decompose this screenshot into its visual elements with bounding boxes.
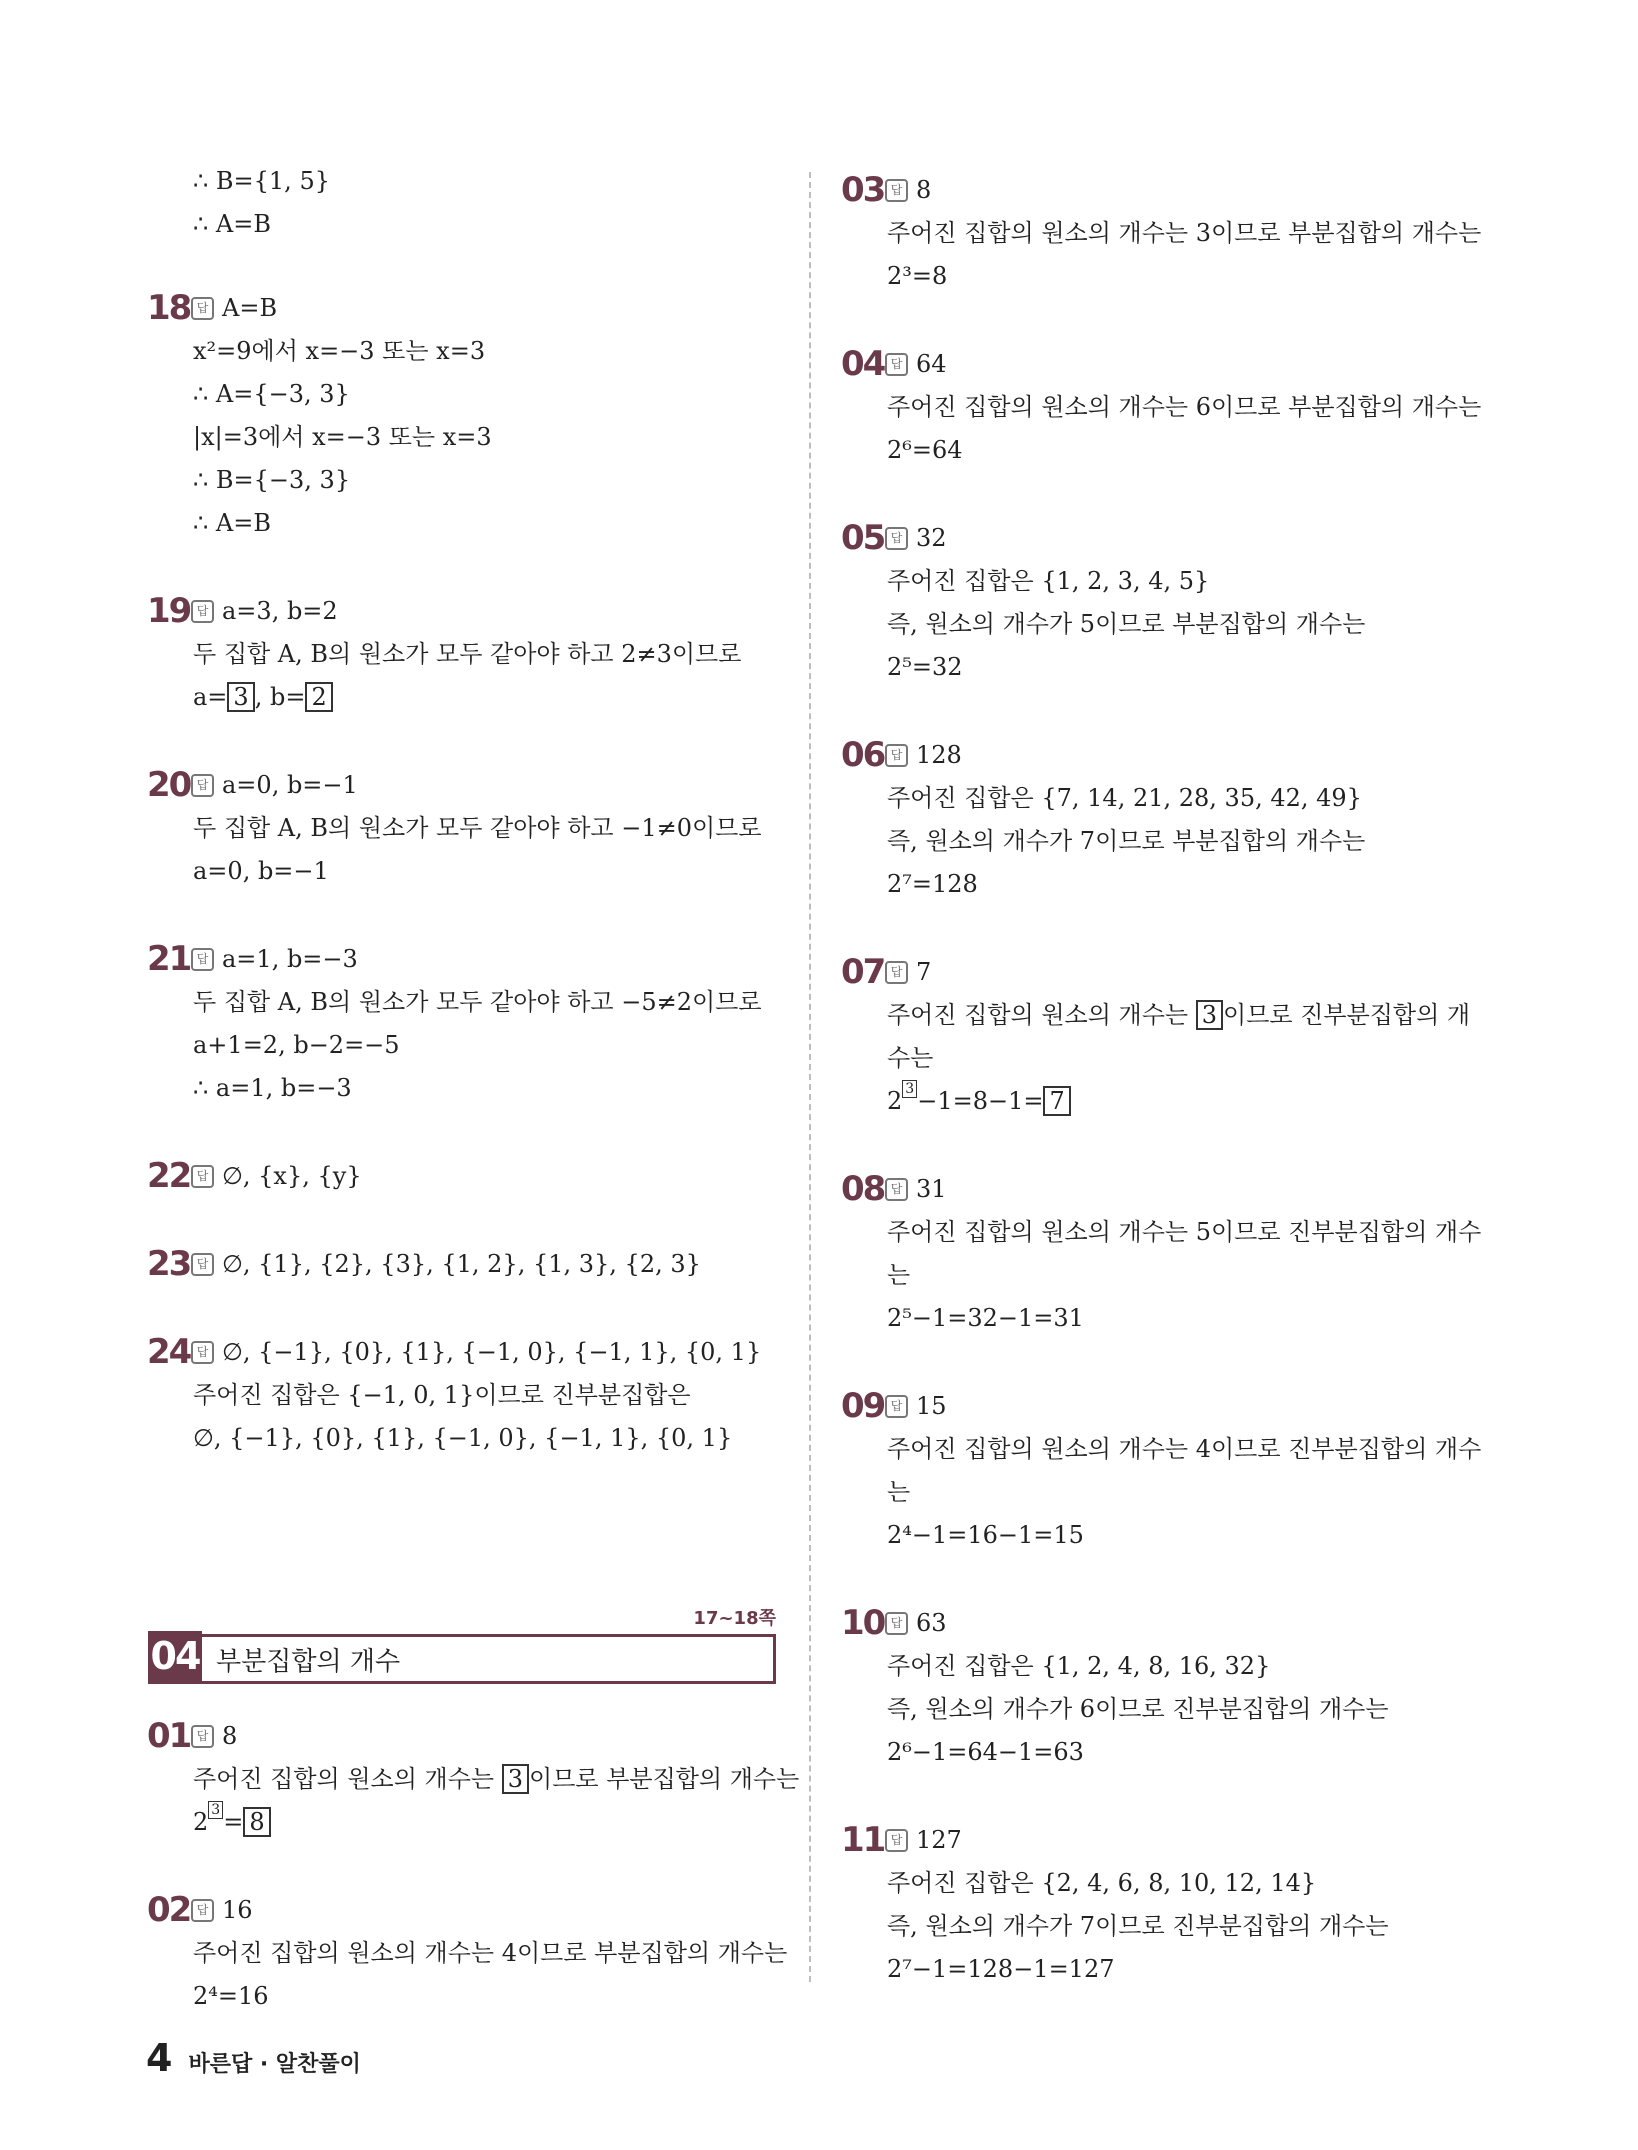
- solution-line: 두 집합 A, B의 원소가 모두 같아야 하고 2≠3이므로: [193, 640, 742, 668]
- answer-icon: 답: [191, 1165, 214, 1188]
- solution-line: ∴ A=B: [193, 509, 271, 537]
- solution-line: 2⁴=16: [193, 1982, 269, 2010]
- problem-header: [842, 168, 1482, 212]
- problem-header: [148, 1242, 778, 1286]
- solution-line: 는: [887, 1478, 911, 1506]
- problem-header: [842, 733, 1482, 777]
- answer-text: a=0, b=−1: [222, 771, 358, 799]
- answer-text: 63: [916, 1609, 947, 1637]
- solution-line: ∅, {−1}, {0}, {1}, {−1, 0}, {−1, 1}, {0, 1}: [193, 1424, 733, 1452]
- section-title: 부분집합의 개수: [216, 1646, 401, 1677]
- problem-header: [148, 763, 778, 807]
- solution-line: 주어진 집합은 {7, 14, 21, 28, 35, 42, 49}: [887, 784, 1362, 812]
- solution-line: 주어진 집합의 원소의 개수는 3이므로 부분집합의 개수는: [887, 219, 1482, 247]
- problem-header: [842, 1601, 1482, 1645]
- problem-header: [842, 1167, 1482, 1211]
- solution-line: ∴ A={−3, 3}: [193, 380, 350, 408]
- column-divider: [809, 172, 811, 1982]
- solution-line: 주어진 집합의 원소의 개수는 5이므로 진부분집합의 개수: [887, 1218, 1482, 1246]
- answer-icon: 답: [885, 1612, 908, 1635]
- answer-text: ∅, {1}, {2}, {3}, {1, 2}, {1, 3}, {2, 3}: [222, 1250, 701, 1278]
- problem-02: [147, 1888, 788, 2018]
- problem-header: [148, 937, 778, 981]
- section-bar: [148, 1634, 776, 1684]
- answer-text: 127: [916, 1826, 962, 1854]
- problem-header: [148, 1714, 778, 1758]
- problem-header: [148, 1330, 778, 1374]
- answer-icon: 답: [885, 961, 908, 984]
- solution-line: 주어진 집합은 {−1, 0, 1}이므로 진부분집합은: [193, 1381, 691, 1409]
- solution-line: 2⁷−1=128−1=127: [887, 1955, 1115, 1983]
- problem-18: [148, 286, 778, 545]
- answer-icon: 답: [191, 1341, 214, 1364]
- problem-number: 08: [841, 1169, 885, 1209]
- problem-header: [842, 1384, 1482, 1428]
- solution-line: 2⁶=64: [887, 436, 963, 464]
- solution-line: |x|=3에서 x=−3 또는 x=3: [193, 423, 492, 451]
- solution-line: 즉, 원소의 개수가 5이므로 부분집합의 개수는: [887, 610, 1366, 638]
- problem-number: 02: [147, 1890, 191, 1930]
- answer-text: 7: [916, 958, 932, 986]
- solution-line: a+1=2, b−2=−5: [193, 1031, 400, 1059]
- problem-list: [842, 168, 1482, 1991]
- problem-24: [148, 1330, 778, 1460]
- problem-list: [148, 286, 778, 1460]
- problem-number: 06: [841, 735, 885, 775]
- problem-number: 05: [841, 518, 885, 558]
- problem-header: [842, 950, 1482, 994]
- left-column: [147, 160, 800, 2062]
- answer-text: a=3, b=2: [222, 597, 338, 625]
- solution-line: 두 집합 A, B의 원소가 모두 같아야 하고 −5≠2이므로: [193, 988, 762, 1016]
- page-range: 17~18쪽: [693, 1608, 776, 1629]
- problem-03: [842, 168, 1482, 298]
- answer-text: ∅, {x}, {y}: [222, 1162, 362, 1190]
- solution-line: a=0, b=−1: [193, 857, 329, 885]
- problem-07: [842, 950, 1482, 1123]
- problem-01: [147, 1714, 800, 1844]
- answer-icon: 답: [191, 1725, 214, 1748]
- answer-icon: 답: [885, 1395, 908, 1418]
- problem-number: 04: [841, 344, 885, 384]
- solution-line: a= 3 , b= 2: [148, 676, 778, 719]
- problem-header: [842, 342, 1482, 386]
- solution-line: 2 $^3$ = 8: [148, 1801, 778, 1844]
- problem-08: [842, 1167, 1482, 1340]
- answer-text: 128: [916, 741, 962, 769]
- problem-number: 10: [841, 1603, 885, 1643]
- problem-21: [148, 937, 778, 1110]
- solution-line: 주어진 집합은 {1, 2, 3, 4, 5}: [887, 567, 1210, 595]
- answer-text: 16: [222, 1896, 253, 1924]
- page-number: 4: [146, 2036, 173, 2080]
- answer-icon: 답: [885, 1829, 908, 1852]
- problem-number: 07: [841, 952, 885, 992]
- solution-line: 2⁶−1=64−1=63: [887, 1738, 1084, 1766]
- solution-line: 주어진 집합의 원소의 개수는 3 이므로 진부분집합의 개: [887, 1001, 1471, 1029]
- solution-line: 2 $^3$ −1=8−1= 7: [842, 1080, 1482, 1123]
- solution-line: ∴ a=1, b=−3: [193, 1074, 352, 1102]
- solution-line: 주어진 집합은 {2, 4, 6, 8, 10, 12, 14}: [887, 1869, 1317, 1897]
- solution-line: x²=9에서 x=−3 또는 x=3: [193, 337, 486, 365]
- answer-icon: 답: [191, 948, 214, 971]
- problem-number: 09: [841, 1386, 885, 1426]
- problem-23: [148, 1242, 778, 1286]
- problem-05: [842, 516, 1482, 689]
- answer-text: 8: [222, 1722, 238, 1750]
- problem-04: [842, 342, 1482, 472]
- solution-line: ∴ B={1, 5}: [193, 167, 330, 195]
- answer-text: A=B: [222, 294, 278, 322]
- section-problem-list: [147, 1714, 800, 2018]
- problem-header: [148, 589, 778, 633]
- solution-line: 2⁷=128: [887, 870, 978, 898]
- solution-line: 는: [887, 1261, 911, 1289]
- problem-11: [842, 1818, 1482, 1991]
- problem-number: 23: [147, 1244, 191, 1284]
- answer-icon: 답: [191, 1253, 214, 1276]
- problem-20: [148, 763, 778, 893]
- problem-number: 20: [147, 765, 191, 805]
- section-header: [148, 1604, 778, 1684]
- answer-text: 64: [916, 350, 947, 378]
- solution-line: 2⁴−1=16−1=15: [887, 1521, 1084, 1549]
- answer-icon: 답: [885, 179, 908, 202]
- solution-line: 두 집합 A, B의 원소가 모두 같아야 하고 −1≠0이므로: [193, 814, 762, 842]
- problem-header: [148, 1154, 778, 1198]
- answer-icon: 답: [885, 527, 908, 550]
- answer-text: 32: [916, 524, 947, 552]
- problem-number: 22: [147, 1156, 191, 1196]
- solution-line: 주어진 집합의 원소의 개수는 3 이므로 부분집합의 개수는: [193, 1765, 800, 1793]
- answer-icon: 답: [191, 600, 214, 623]
- solution-line: 즉, 원소의 개수가 7이므로 부분집합의 개수는: [887, 827, 1366, 855]
- problem-number: 03: [841, 170, 885, 210]
- problem-09: [842, 1384, 1482, 1557]
- answer-text: 15: [916, 1392, 947, 1420]
- problem-06: [842, 733, 1482, 906]
- answer-text: ∅, {−1}, {0}, {1}, {−1, 0}, {−1, 1}, {0, 1}: [222, 1338, 762, 1366]
- problem-10: [842, 1601, 1482, 1774]
- problem-number: 11: [841, 1820, 885, 1860]
- solution-line: 즉, 원소의 개수가 7이므로 진부분집합의 개수는: [887, 1912, 1389, 1940]
- problem-19: [148, 589, 778, 719]
- problem-header: [148, 286, 778, 330]
- solution-line: 주어진 집합의 원소의 개수는 4이므로 부분집합의 개수는: [193, 1939, 788, 1967]
- book-title: 바른답 · 알찬풀이: [188, 2052, 361, 2077]
- problem-header: [148, 1888, 778, 1932]
- solution-line: 주어진 집합의 원소의 개수는 4이므로 진부분집합의 개수: [887, 1435, 1482, 1463]
- solution-line: ∴ B={−3, 3}: [193, 466, 351, 494]
- solution-line: 주어진 집합은 {1, 2, 4, 8, 16, 32}: [887, 1652, 1271, 1680]
- answer-text: a=1, b=−3: [222, 945, 358, 973]
- problem-number: 18: [147, 288, 191, 328]
- answer-icon: 답: [191, 774, 214, 797]
- problem-number: 24: [147, 1332, 191, 1372]
- problem-number: 21: [147, 939, 191, 979]
- solution-line: 주어진 집합의 원소의 개수는 6이므로 부분집합의 개수는: [887, 393, 1482, 421]
- continued-solution: [148, 160, 778, 246]
- solution-line: 2⁵=32: [887, 653, 963, 681]
- solution-line: 2³=8: [887, 262, 948, 290]
- answer-text: 8: [916, 176, 932, 204]
- solution-line: 수는: [887, 1044, 934, 1072]
- solution-line: 2⁵−1=32−1=31: [887, 1304, 1084, 1332]
- solution-line: 즉, 원소의 개수가 6이므로 진부분집합의 개수는: [887, 1695, 1389, 1723]
- solution-line: ∴ A=B: [193, 210, 271, 238]
- problem-number: 01: [147, 1716, 191, 1756]
- problem-22: [148, 1154, 778, 1198]
- problem-header: [842, 516, 1482, 560]
- answer-icon: 답: [885, 353, 908, 376]
- answer-icon: 답: [885, 744, 908, 767]
- section-number: 04: [148, 1631, 202, 1681]
- answer-icon: 답: [191, 297, 214, 320]
- problem-header: [842, 1818, 1482, 1862]
- page-footer: [146, 2036, 361, 2080]
- problem-number: 19: [147, 591, 191, 631]
- answer-icon: 답: [885, 1178, 908, 1201]
- answer-text: 31: [916, 1175, 947, 1203]
- answer-icon: 답: [191, 1899, 214, 1922]
- right-column: [842, 168, 1482, 2035]
